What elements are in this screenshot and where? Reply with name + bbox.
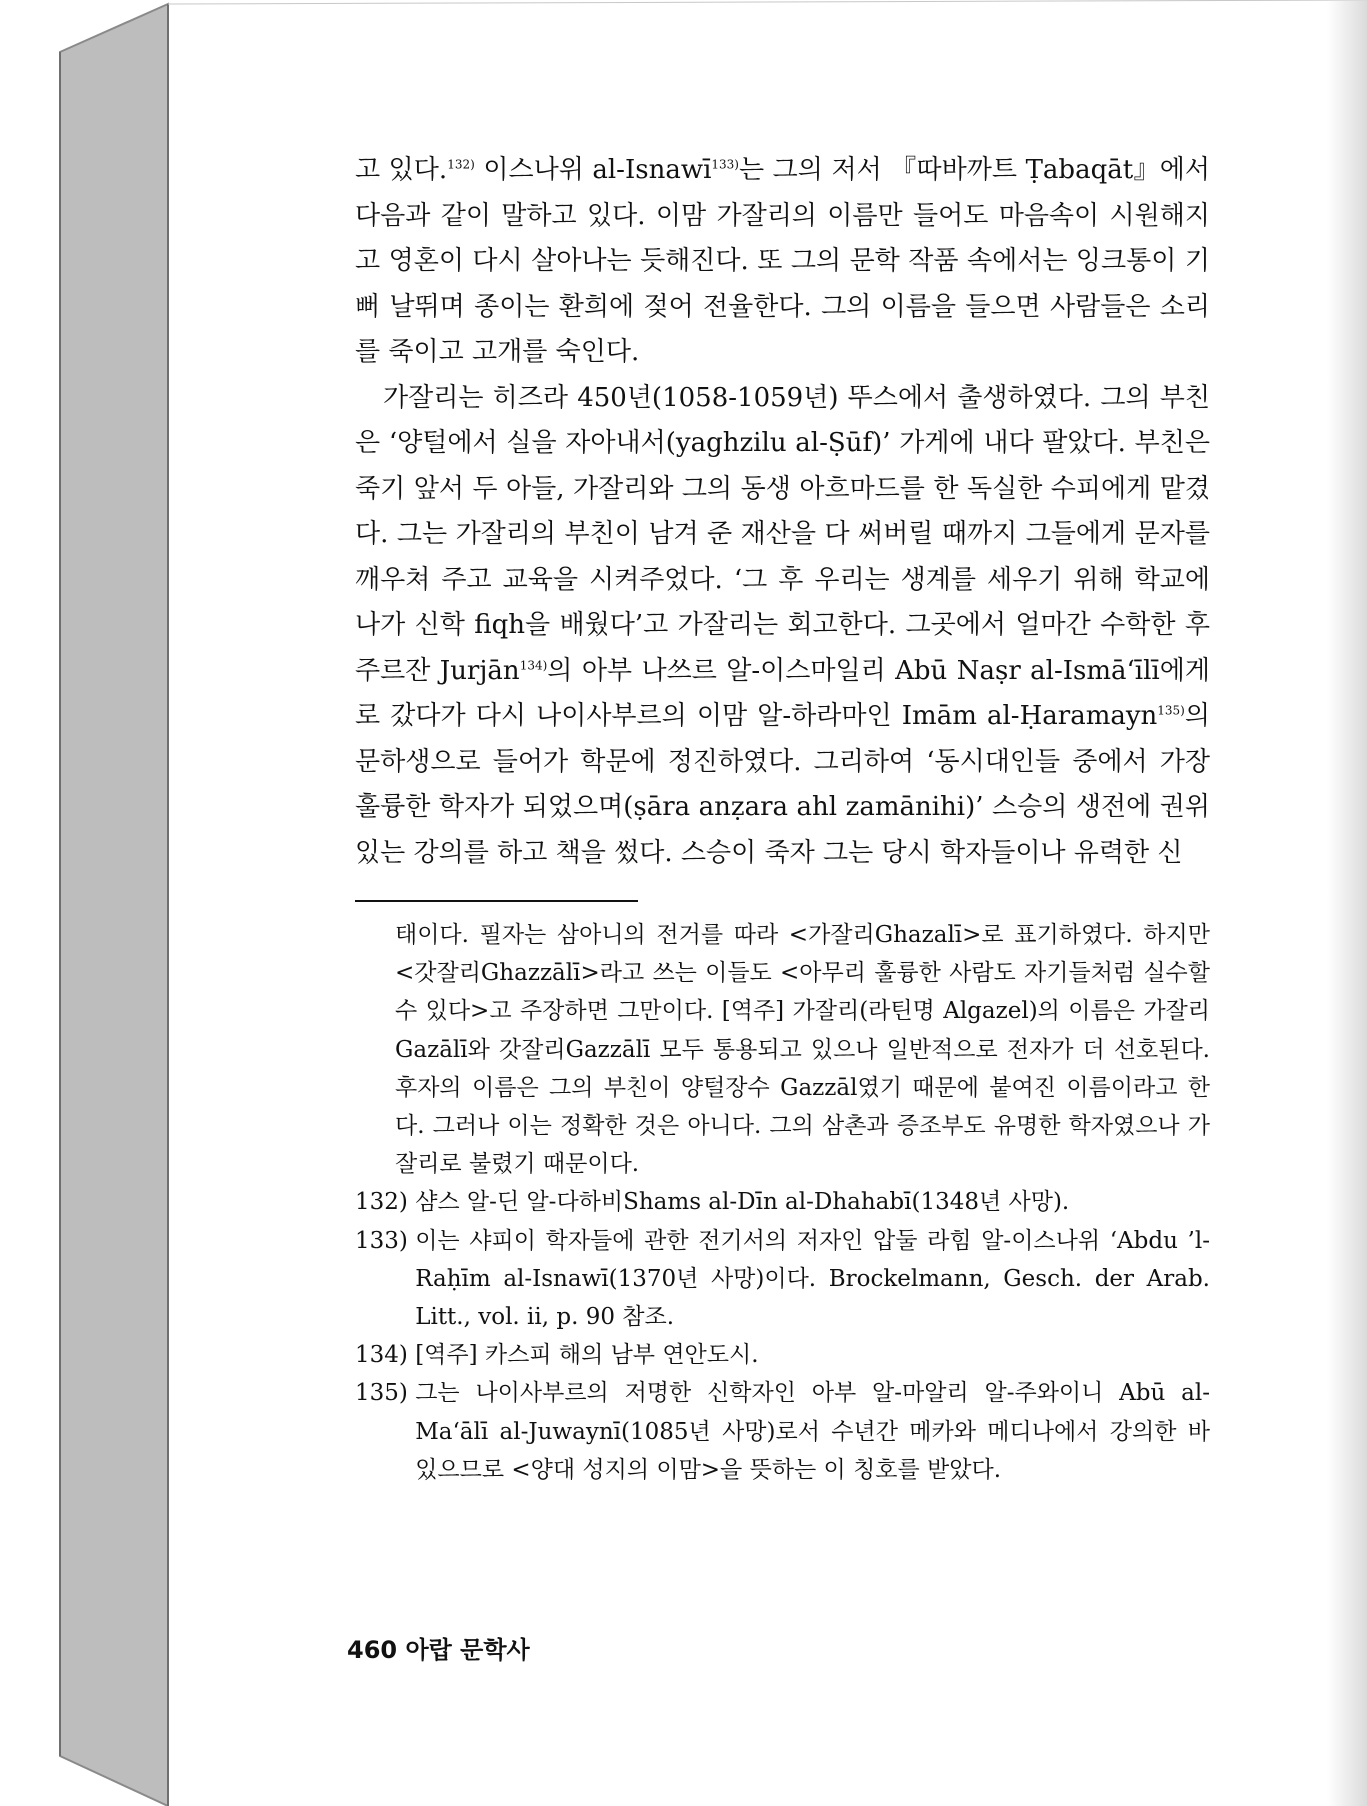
main-text — [355, 148, 1210, 876]
footnote-ref: 132) — [447, 157, 475, 172]
footnote-number: 135) — [355, 1380, 416, 1407]
footnote-ref: 134) — [519, 657, 548, 672]
text-run: 이스나위 al-Isnawī — [474, 155, 712, 185]
footnote-number: 134) — [355, 1342, 416, 1369]
footnote-ref: 135) — [1157, 703, 1185, 718]
footnote-item — [355, 1336, 1210, 1374]
paragraph-1 — [355, 148, 1210, 376]
footnotes — [355, 916, 1210, 1489]
footnote-text: 그는 나이사부르의 저명한 신학자인 아부 알-마알리 알-주와이니 Abū al-Maʻālī al-Juwaynī(1085년 사망)로서 수년간 메카와 메디나에서 강의한 바 있으므로 <양대 성지의 이맘>을 뜻하는 이 칭호를 받았다. — [415, 1380, 1210, 1483]
footnote-text: [역주] 카스피 해의 남부 연안도시. — [415, 1342, 759, 1369]
footnote-list — [355, 1183, 1210, 1489]
footnote-text: 샴스 알-딘 알-다하비Shams al-Dīn al-Dhahabī(1348년 사망). — [415, 1189, 1070, 1216]
paragraph-2 — [355, 376, 1210, 877]
text-run: 고 있다. — [355, 155, 448, 185]
text-run: 의 아부 나쓰르 알-이스마일리 Abū Naṣr al-Ismāʻīlī에게로 갔다가 다시 나이사부르의 이맘 알-하라마인 Imām al-Ḥaramayn — [355, 655, 1210, 731]
footnote-number: 133) — [355, 1227, 416, 1254]
footnote-item — [355, 1374, 1210, 1489]
footnote-continuation: 태이다. 필자는 삼아니의 전거를 따라 <가잘리Ghazalī>로 표기하였다. 하지만 <갓잘리Ghazzālī>라고 쓰는 이들도 <아무리 훌륭한 사람도 자기들처럼 실수할 수 있다>고 주장하면 그만이다. [역주] 가잘리(라틴명 Algazel)의 이름은 가잘리Gazālī와 갓잘리Gazzālī 모두 통용되고 있으나 일반적으로 전자가 더 선호된다. 후자의 이름은 그의 부친이 양털장수 Gazzāl였기 때문에 붙여진 이름이라고 한다. 그러나 이는 정확한 것은 아니다. 그의 삼촌과 증조부도 유명한 학자였으나 가잘리로 불렸기 때문이다. — [395, 922, 1210, 1178]
page-footer: 460 아랍 문학사 — [347, 1636, 530, 1664]
page-shadow — [1327, 0, 1367, 1806]
text-run: 의 문하생으로 들어가 학문에 정진하였다. 그리하여 ‘동시대인들 중에서 가장 훌륭한 학자가 되었으며(ṣāra anẓara ahl zamānihi)’ 스승의 생전에 권위 있는 강의를 하고 책을 썼다. 스승이 죽자 그는 당시 학자들이나 유력한 신 — [355, 701, 1210, 868]
footnote-number: 132) — [355, 1189, 416, 1216]
footnote-divider — [355, 900, 638, 902]
text-run: 가잘리는 히즈라 450년(1058-1059년) 뚜스에서 출생하였다. 그의 부친은 ‘양털에서 실을 자아내서(yaghzilu al-Ṣūf)’ 가게에 내다 팔았다. 부친은 죽기 앞서 두 아들, 가잘리와 그의 동생 아흐마드를 한 독실한 수피에게 맡겼다. 그는 가잘리의 부친이 남겨 준 재산을 다 써버릴 때까지 그들에게 문자를 깨우쳐 주고 교육을 시켜주었다. ‘그 후 우리는 생계를 세우기 위해 학교에 나가 신학 fiqh을 배웠다’고 가잘리는 회고한다. 그곳에서 얼마간 수학한 후 주르잔 Jurjān — [355, 382, 1210, 686]
footnote-item — [355, 1183, 1210, 1221]
text-run: 는 그의 저서 『따바까트 Ṭabaqāt』에서 다음과 같이 말하고 있다. 이맘 가잘리의 이름만 들어도 마음속이 시원해지고 영혼이 다시 살아나는 듯해진다. 또 그의 문학 작품 속에서는 잉크통이 기뻐 날뛰며 종이는 환희에 젖어 전율한다. 그의 이름을 들으면 사람들은 소리를 죽이고 고개를 숙인다. — [355, 155, 1210, 367]
footnote-item — [355, 1222, 1210, 1337]
page-content — [355, 148, 1210, 1489]
footnote-ref: 133) — [711, 157, 739, 172]
footnote-text: 이는 샤피이 학자들에 관한 전기서의 저자인 압둘 라힘 알-이스나위 ‘Abdu ’l-Raḥīm al-Isnawī(1370년 사망)이다. Brockelmann, Gesch. der Arab. Litt., vol. ii, p. 90 참조. — [415, 1227, 1210, 1331]
